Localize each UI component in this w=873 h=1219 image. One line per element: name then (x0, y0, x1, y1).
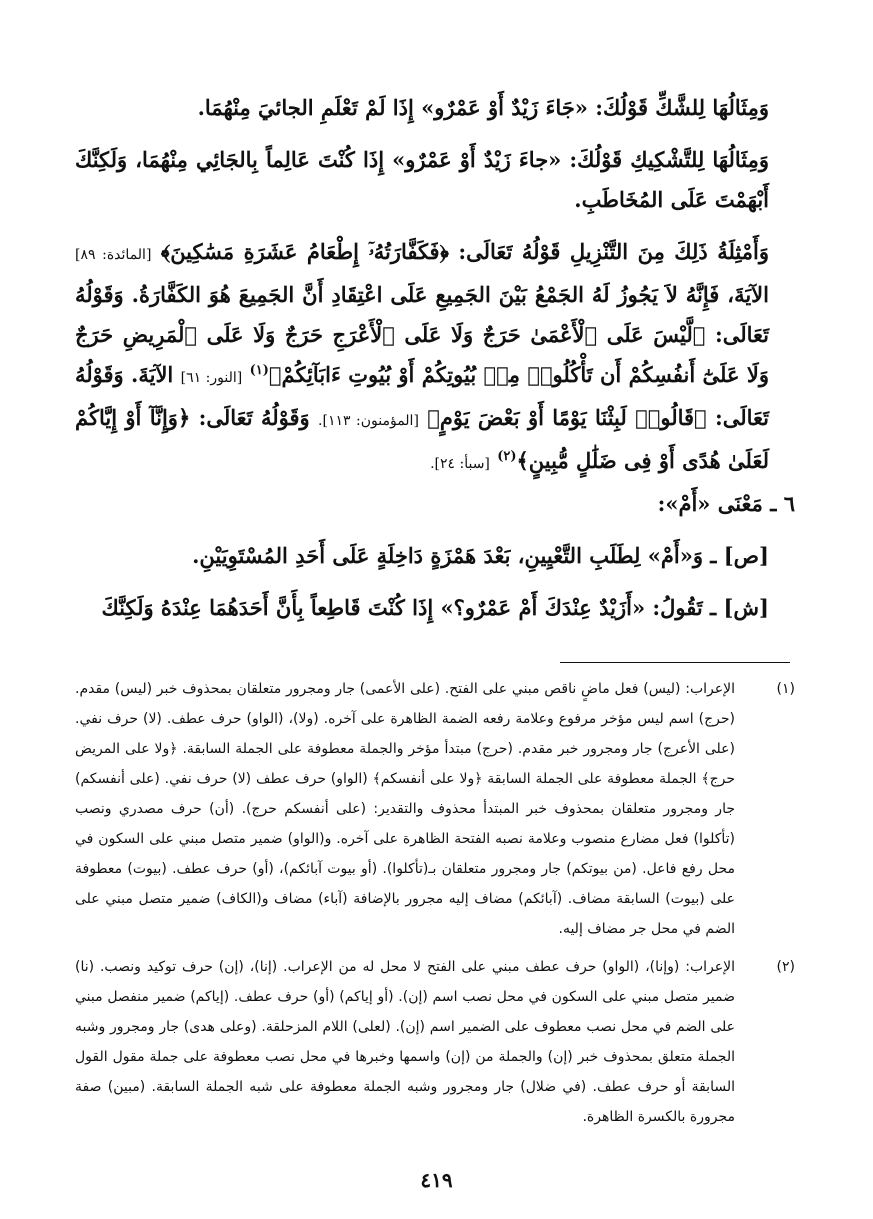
footnote-number: (١) (776, 681, 795, 697)
footnote-text: الإعراب: (ليس) فعل ماضٍ ناقص مبني على الفتح. (على الأعمى) جار ومجرور متعلقان بمحذوف خبر (ليس) مقدم. (حرج) اسم ليس مؤخر مرفوع وعلامة رفعه الضمة الظاهرة على آخره. (ولا)، (الواو) حرف عطف. (لا) حرف نفي. (على الأعرج) جار ومجرور خبر مقدم. (حرج) مبتدأ مؤخر والجملة معطوفة على الجملة السابقة. ﴿ولا على المريض حرج﴾ الجملة معطوفة على الجملة السابقة ﴿ولا على أنفسكم﴾ (الواو) حرف عطف (لا) حرف نفي. (على أنفسكم) جار ومجرور متعلقان بمحذوف خبر المبتدأ محذوف والتقدير: (على أنفسكم حرج). (أن) حرف مصدري ونصب (تأكلوا) فعل مضارع منصوب وعلامة نصبه الفتحة الظاهرة على آخره. و(الواو) ضمير متصل مبني على السكون في محل رفع فاعل. (من بيوتكم) جار ومجرور متعلقان بـ(تأكلوا). (أو بيوت آبائكم)، (أو) حرف عطف. (بيوت) معطوفة على (بيوت) السابقة مضاف. (آبائكم) مضاف إليه مجرور بالإضافة (آباء) مضاف و(الكاف) ضمير متصل مبني على الضم في محل جر مضاف إليه. (75, 681, 735, 937)
footnotes (75, 674, 795, 1140)
paragraph-quran-examples (75, 232, 795, 484)
surah-ref-saba: [سبأ: ٢٤]. (430, 456, 490, 472)
footnote-1 (75, 674, 795, 944)
paragraph-doubt-example: وَمِثَالُهَا لِلشَّكِّ قَوْلُكَ: «جَاءَ زَيْدٌ أَوْ عَمْرٌو» إِذَا لَمْ تَعْلَمِ الجائيَ مِنْهُمَا. (197, 95, 769, 120)
text-line-sh: [ش] ـ تَقُولُ: «أَزَيْدٌ عِنْدَكَ أَمْ عَمْرٌو؟» إِذَا كُنْتَ قَاطِعاً بِأَنَّ أَحَدَهُمَا عِنْدَهُ وَلَكِنَّكَ (101, 595, 769, 620)
section-heading: ٦ ـ مَعْنَى «أَمْ»: (657, 491, 795, 516)
surah-ref-muminun: [المؤمنون: ١١٣]. (318, 413, 419, 429)
quran-example-1: وَأَمْثِلَةُ ذَلِكَ مِنَ التَّنْزِيلِ قَوْلُهُ تَعَالَى: ﴿فَكَفَّارَتُهُۥٓ إِطْعَامُ عَشَرَةِ مَسَٰكِينَ﴾ (160, 239, 769, 264)
surah-ref-nur: [النور: ٦١] (180, 370, 243, 386)
footnote-2 (75, 952, 795, 1132)
quran-example-3: الآيَةَ. وَقَوْلُهُ تَعَالَى: ﴿قَالُوا۟ لَبِثْنَا يَوْمًا أَوْ بَعْضَ يَوْمٍ﴾ (75, 362, 770, 430)
main-text (75, 88, 795, 628)
page-number: ٤١٩ (420, 1168, 453, 1192)
text-line-s: [ص] ـ وَ«أَمْ» لِطَلَبِ التَّعْيِينِ، بَعْدَ هَمْزَةٍ دَاخِلَةٍ عَلَى أَحَدِ المُسْتَوِيَيْنِ. (192, 543, 769, 568)
footnote-number: (٢) (776, 959, 795, 975)
surah-ref-maida: [المائدة: ٨٩] (75, 247, 152, 263)
footnote-marker-1[interactable]: (١) (249, 363, 269, 378)
paragraph-skepticism-example: وَمِثَالُهَا لِلتَّشْكِيكِ قَوْلُكَ: «جاءَ زَيْدٌ أَوْ عَمْرٌو» إِذَا كُنْتَ عَالِماً بِالجَائِي مِنْهُمَا، وَلَكِنَّكَ أَبْهَمْتَ عَلَى المُخَاطَبِ. (75, 147, 769, 212)
quran-example-4: وَقَوْلُهُ تَعَالَى: ﴿وَإِنَّآ أَوْ إِيَّاكُمْ لَعَلَىٰ هُدًى أَوْ فِى ضَلَٰلٍ مُّبِينٍ﴾ (75, 405, 769, 473)
footnote-text: الإعراب: (وإنا)، (الواو) حرف عطف مبني على الفتح لا محل له من الإعراب. (إنا)، (إن) حرف توكيد ونصب. (نا) ضمير متصل مبني على السكون في محل نصب اسم (إن). (أو إياكم) (أو) حرف عطف. (إياكم) ضمير منفصل مبني على الضم في محل نصب معطوف على الضمير اسم (إن). (لعلى) اللام المزحلقة. (وعلى هدى) جار ومجرور وشبه الجملة متعلق بمحذوف خبر (إن) والجملة من (إن) واسمها وخبرها في محل نصب معطوفة على جملة مقول القول السابقة أو حرف عطف. (في ضلال) جار ومجرور وشبه الجملة معطوفة على شبه الجملة السابقة. (مبين) صفة مجرورة بالكسرة الظاهرة. (75, 959, 735, 1125)
footnote-marker-2[interactable]: (٢) (497, 449, 517, 464)
quran-example-2: الآيَةَ، فَإِنَّهُ لاَ يَجُوزُ لَهُ الجَمْعُ بَيْنَ الجَمِيعِ عَلَى اعْتِقَادِ أَنَّ الجَمِيعَ هُوَ الكَفَّارَةُ. وَقَوْلُهُ تَعَالَى: ﴿لَّيْسَ عَلَى ٱلْأَعْمَىٰ حَرَجٌ وَلَا عَلَى ٱلْأَعْرَجِ حَرَجٌ وَلَا عَلَى ٱلْمَرِيضِ حَرَجٌ وَلَا عَلَىٰٓ أَنفُسِكُمْ أَن تَأْكُلُوا۟ مِنۢ بُيُوتِكُمْ أَوْ بُيُوتِ ءَابَآئِكُمْ﴾ (75, 282, 770, 387)
footnote-divider (560, 662, 790, 663)
